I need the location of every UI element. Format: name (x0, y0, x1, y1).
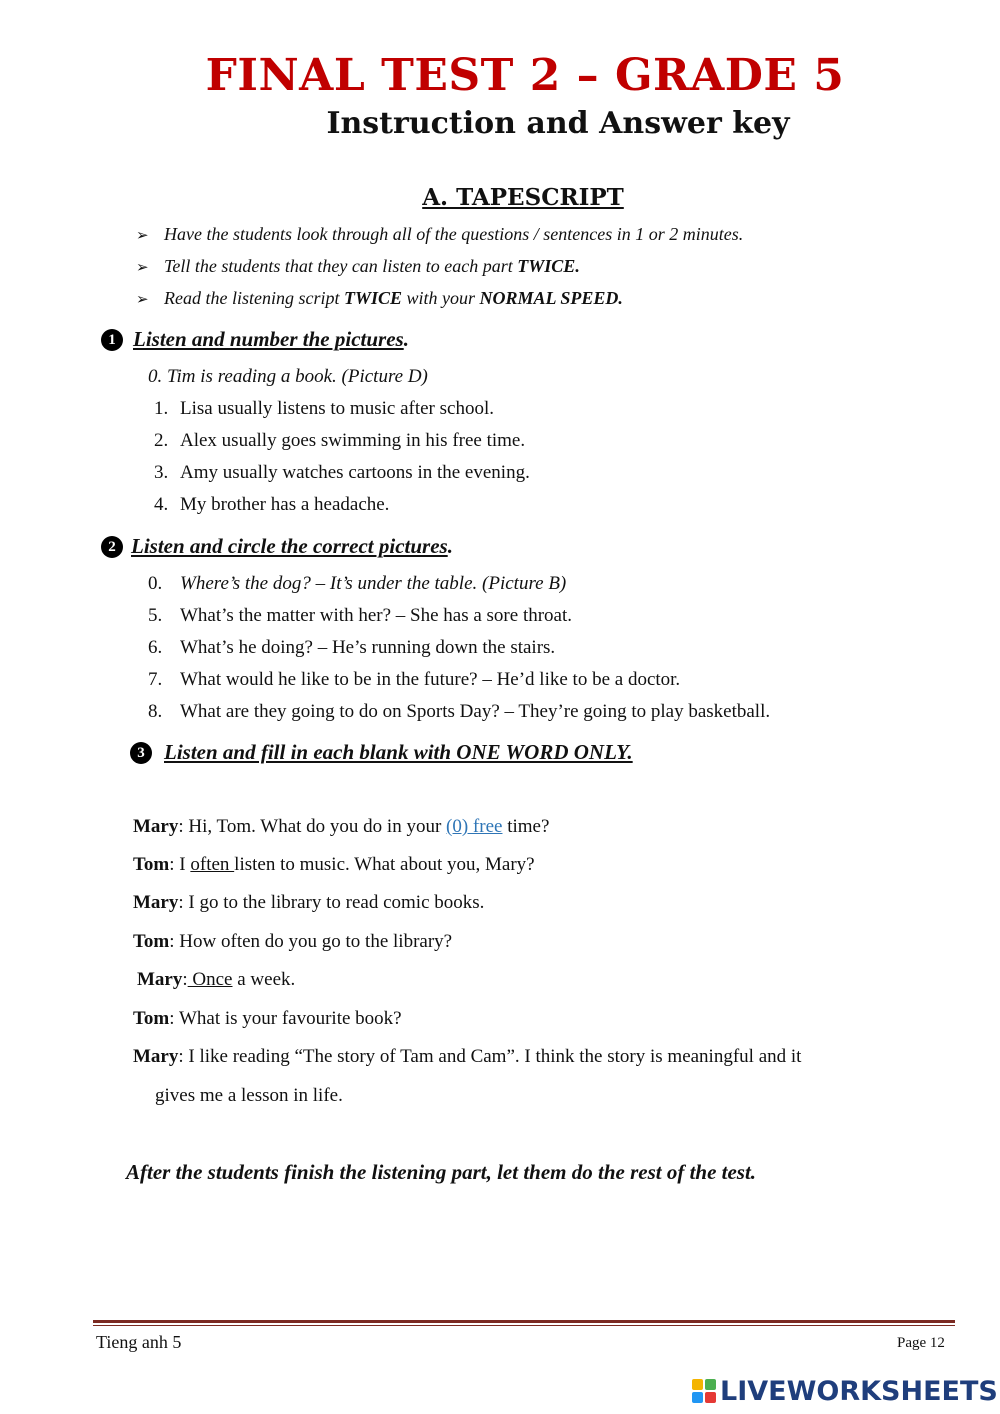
part2-example: 0. Where’s the dog? – It’s under the table. (Picture B) (148, 573, 567, 594)
part1-heading: 1 Listen and number the pictures. (101, 327, 409, 352)
dialogue-line: Tom: What is your favourite book? (133, 1008, 402, 1029)
page-subtitle: Instruction and Answer key (326, 106, 790, 141)
footer-course-name: Tieng anh 5 (96, 1332, 182, 1352)
footer-divider-thin (93, 1325, 955, 1326)
footer-page-number: Page 12 (897, 1335, 945, 1351)
list-item: 4. My brother has a headache. (154, 494, 390, 515)
dialogue-line: Mary: Once a week. (137, 969, 296, 990)
number-2-icon: 2 (101, 536, 123, 558)
arrow-bullet-icon: ➢ (136, 292, 149, 308)
number-3-icon: 3 (130, 742, 152, 764)
section-a-title: A. TAPESCRIPT (422, 184, 624, 211)
dialogue-line: Mary: I go to the library to read comic books. (133, 892, 485, 913)
answer-blank: Once (187, 969, 233, 990)
answer-blank: often (190, 854, 235, 875)
part1-example: 0. Tim is reading a book. (Picture D) (148, 366, 428, 387)
arrow-bullet-icon: ➢ (136, 228, 149, 244)
page-title: FINAL TEST 2 – GRADE 5 (205, 50, 845, 101)
instruction-bullet: ➢ Tell the students that they can listen to each part TWICE. (136, 256, 580, 276)
list-item: 1. Lisa usually listens to music after school. (154, 398, 494, 419)
instruction-bullet: ➢ Read the listening script TWICE with your NORMAL SPEED. (136, 288, 623, 308)
dialogue-line: Tom: How often do you go to the library? (133, 931, 453, 952)
instruction-bullet: ➢ Have the students look through all of the questions / sentences in 1 or 2 minutes. (136, 224, 744, 244)
footer-divider (93, 1320, 955, 1323)
dialogue-line: Mary: Hi, Tom. What do you do in your (0) free time? (133, 816, 550, 837)
arrow-bullet-icon: ➢ (136, 260, 149, 276)
answer-blank: (0) free (446, 816, 503, 837)
liveworksheets-logo (692, 1374, 998, 1408)
list-item: 3. Amy usually watches cartoons in the evening. (154, 462, 530, 483)
list-item: 2. Alex usually goes swimming in his free time. (154, 430, 526, 451)
liveworksheets-wordmark: LIVEWORKSHEETS (720, 1375, 998, 1407)
dialogue-continuation: gives me a lesson in life. (155, 1085, 343, 1106)
part2-heading: 2 Listen and circle the correct pictures. (101, 534, 453, 559)
number-1-icon: 1 (101, 329, 123, 351)
list-item: 6. What’s he doing? – He’s running down the stairs. (148, 637, 556, 658)
list-item: 5. What’s the matter with her? – She has a sore throat. (148, 605, 573, 626)
dialogue-line: Tom: I often listen to music. What about you, Mary? (133, 854, 535, 875)
closing-instruction: After the students finish the listening part, let them do the rest of the test. (126, 1160, 757, 1184)
list-item: 8. What are they going to do on Sports Day? – They’re going to play basketball. (148, 701, 771, 722)
part3-heading: 3 Listen and fill in each blank with ONE WORD ONLY. (130, 740, 633, 765)
dialogue-line: Mary: I like reading “The story of Tam and Cam”. I think the story is meaningful and it (133, 1046, 802, 1067)
list-item: 7. What would he like to be in the future? – He’d like to be a doctor. (148, 669, 681, 690)
liveworksheets-icon (692, 1379, 716, 1403)
